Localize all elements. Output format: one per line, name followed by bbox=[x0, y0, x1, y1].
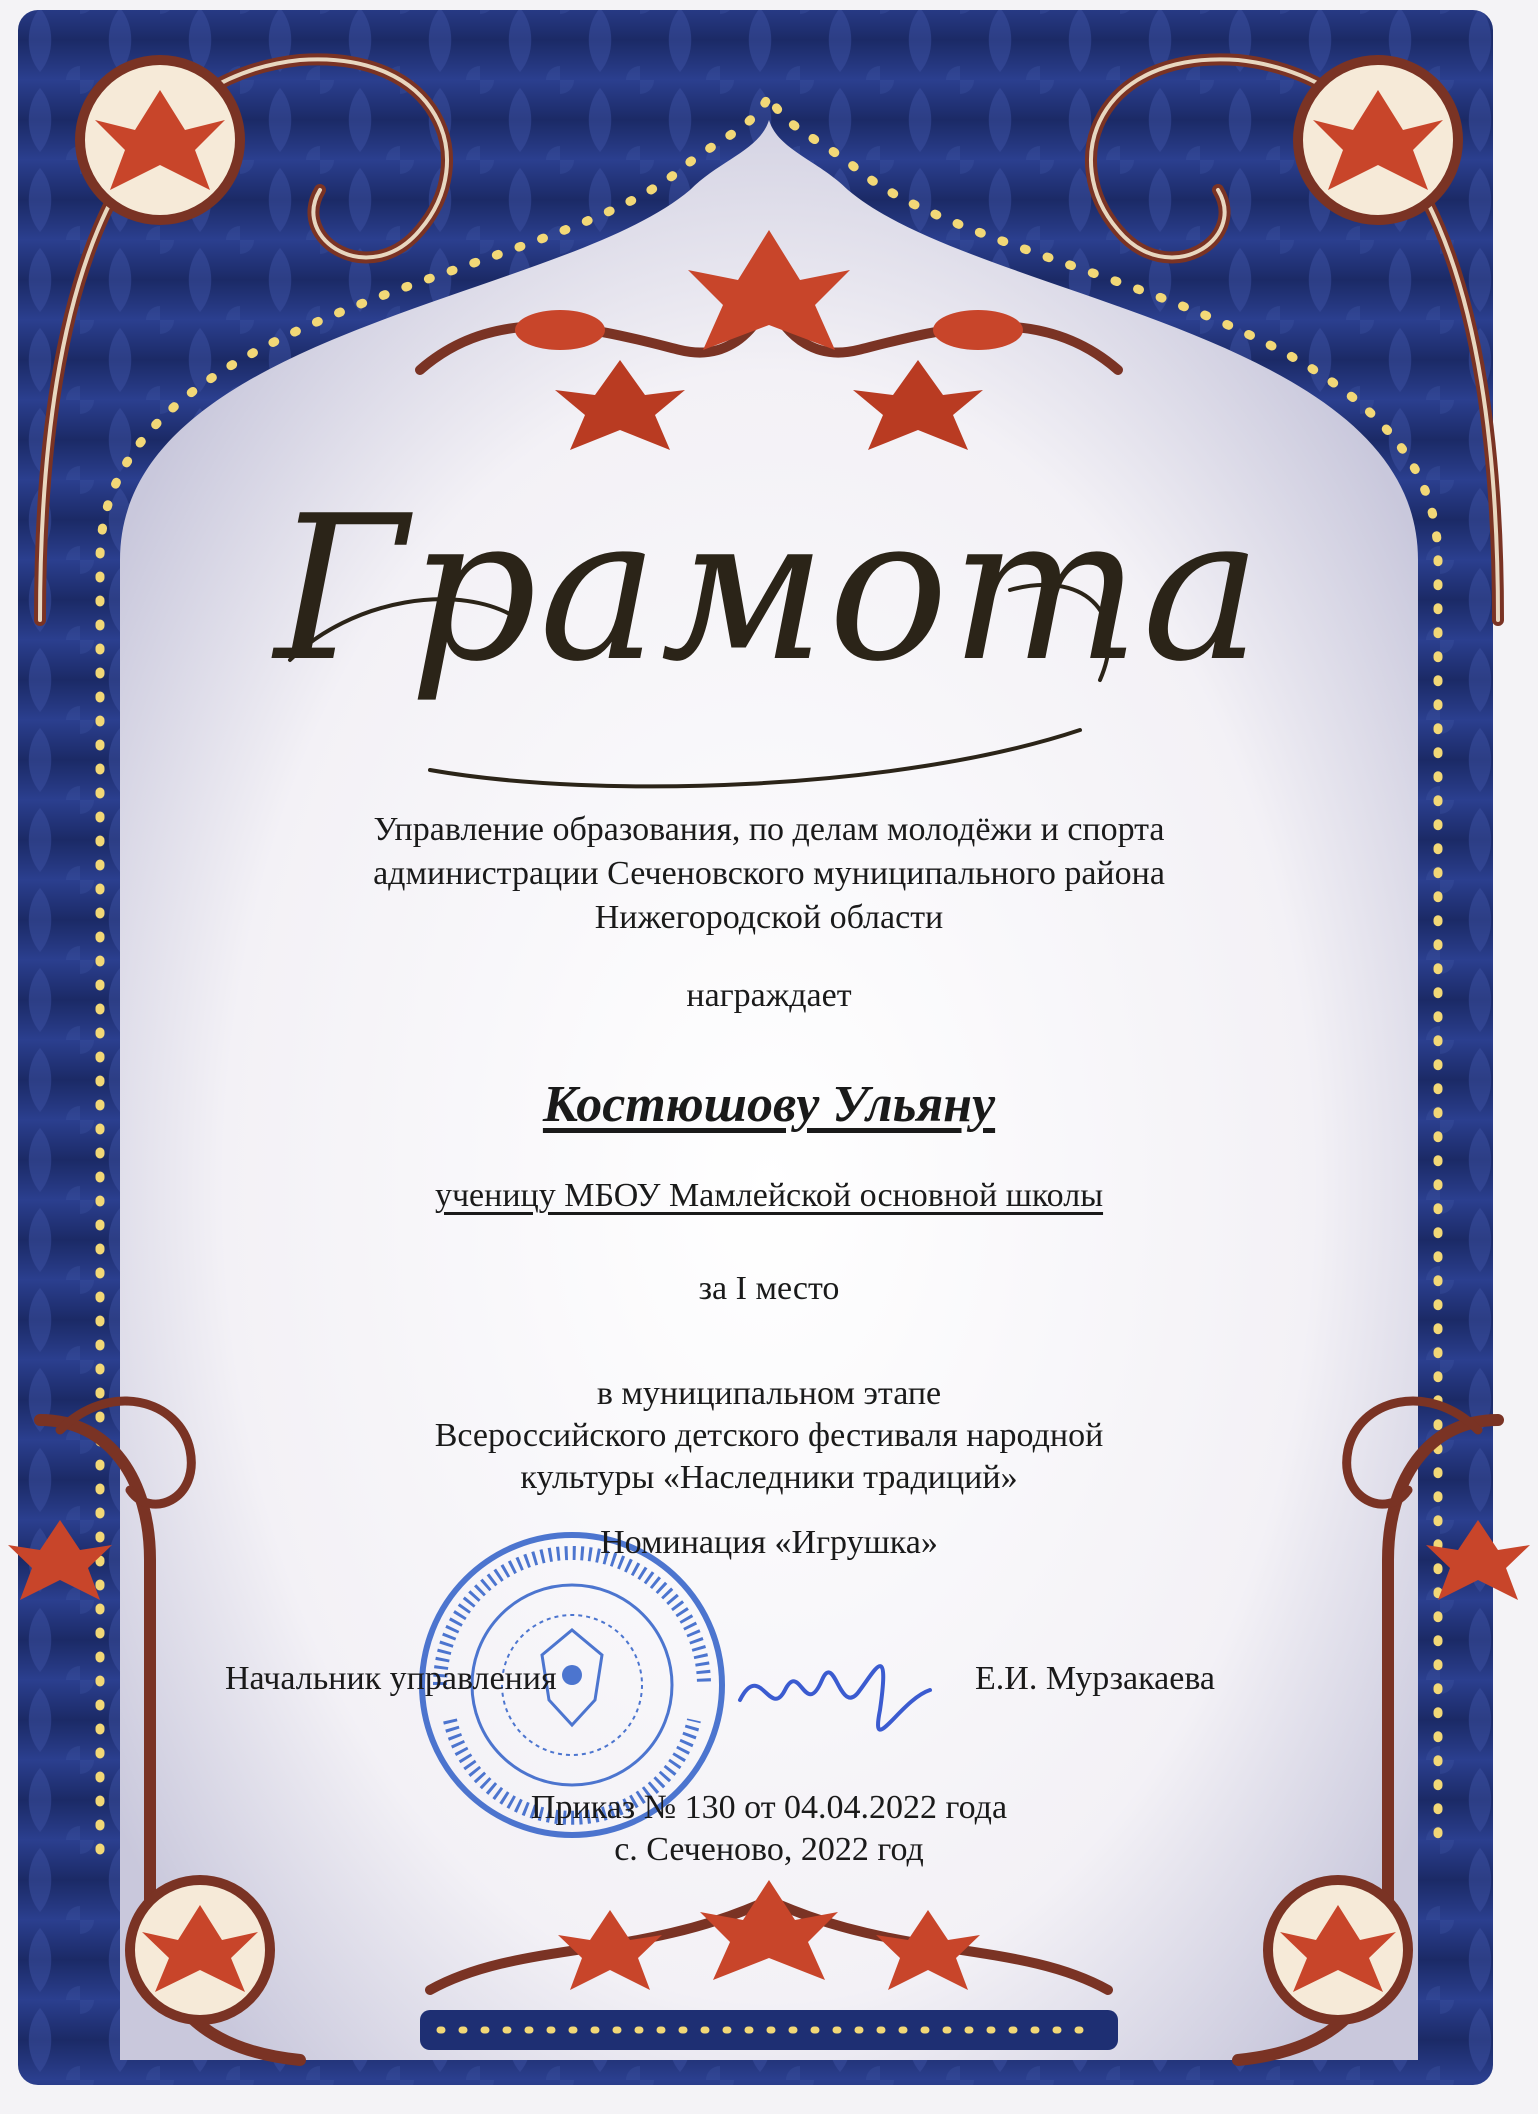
certificate-title: Грамота bbox=[274, 473, 1264, 706]
nomination: Номинация «Игрушка» bbox=[600, 1524, 938, 1561]
recipient-role-text: ученицу МБОУ Мамлейской основной школы bbox=[434, 1177, 1104, 1214]
place-year: с. Сеченово, 2022 год bbox=[614, 1831, 924, 1868]
event-line-2: Всероссийского детского фестиваля народной bbox=[434, 1417, 1104, 1454]
event-line-3: культуры «Наследники традиций» bbox=[520, 1459, 1018, 1496]
recipient-name: Костюшову Ульяну bbox=[542, 1076, 996, 1133]
organization-line-2: администрации Сеченовского муниципального района bbox=[373, 855, 1165, 892]
order-reference: Приказ № 130 от 04.04.2022 года bbox=[530, 1789, 1008, 1826]
organization-line-1: Управление образования, по делам молодёжи и спорта bbox=[373, 811, 1165, 848]
event-line-1: в муниципальном этапе bbox=[596, 1375, 942, 1412]
awards-verb: награждает bbox=[686, 977, 852, 1014]
achievement: за I место bbox=[698, 1270, 840, 1307]
recipient-role bbox=[0, 1175, 1538, 1217]
signatory-title: Начальник управления bbox=[225, 1660, 557, 1697]
organization-line-3: Нижегородской области bbox=[594, 899, 944, 936]
signatory-name: Е.И. Мурзакаева bbox=[975, 1660, 1216, 1697]
